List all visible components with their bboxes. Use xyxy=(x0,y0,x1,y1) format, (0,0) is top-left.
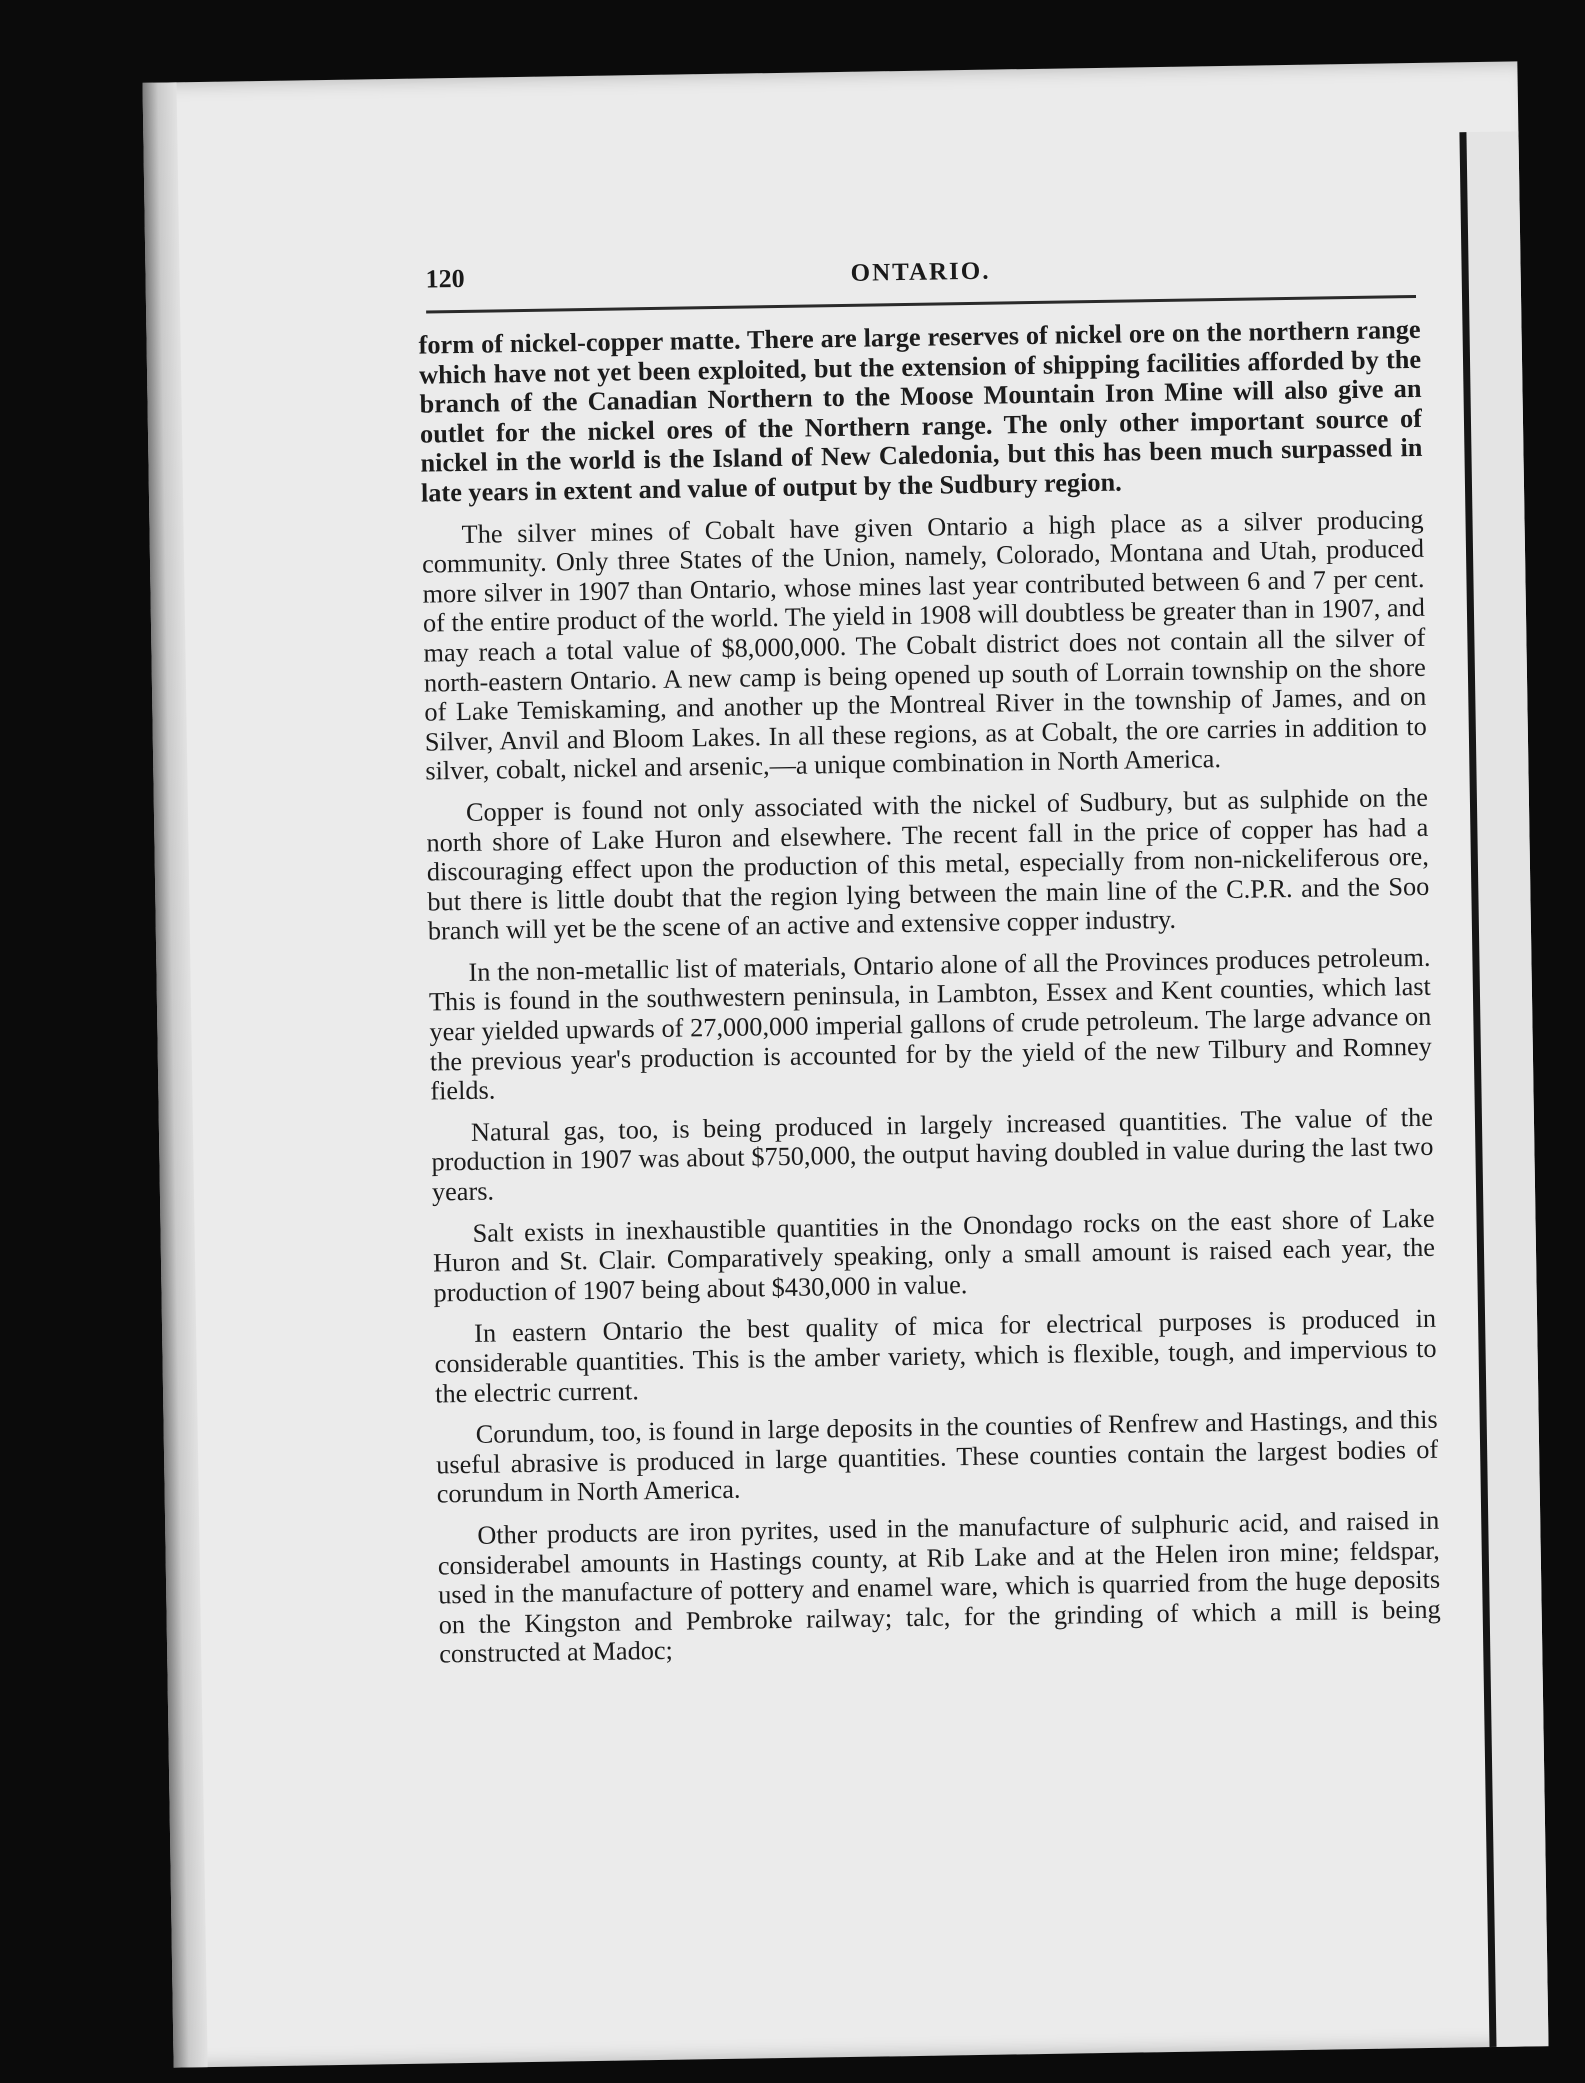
running-head: ONTARIO. xyxy=(850,257,991,287)
paragraph-other-products: Other products are iron pyrites, used in the manufacture of sulphuric acid, and raised in considerabel amounts in Hastings county, at Rib Lake and at the Helen iron mine; feldspar, used in the manufacture of pottery and enamel ware, which is quarried from the huge deposits on the Kingston and Pembroke railway; talc, for the grinding of which a mill is being constructed at Madoc; xyxy=(437,1505,1441,1669)
paragraph-natural-gas: Natural gas, too, is being produced in largely increased quantities. The value of the production in 1907 was about $750,000, the output having doubled in value during the last two years. xyxy=(431,1102,1434,1207)
header-rule xyxy=(426,295,1416,314)
paragraph-petroleum: In the non-metallic list of materials, Ontario alone of all the Provinces produces petroleum. This is found in the southwestern peninsula, in Lambton, Essex and Kent counties, which last year yielded upwards of 27,000,000 imperial gallons of crude petroleum. The large advance on the previous year's production is accounted for by the yield of the new Tilbury and Romney fields. xyxy=(428,942,1433,1106)
paragraph-corundum: Corundum, too, is found in large deposits in the counties of Renfrew and Hastings, and this useful abrasive is produced in large quantities. These counties contain the largest bodies of corundum in North America. xyxy=(436,1404,1439,1509)
book-page xyxy=(142,61,1548,2067)
paragraph-copper: Copper is found not only associated with the nickel of Sudbury, but as sulphide on the north shore of Lake Huron and elsewhere. The recent fall in the price of copper has had a discouraging effect upon the production of this metal, especially from non-nickeliferous ore, but there is little doubt that the region lying between the main line of the C.P.R. and the Soo branch will yet be the scene of an active and extensive copper industry. xyxy=(426,782,1430,946)
body-text xyxy=(418,315,1441,1682)
paragraph-nickel: form of nickel-copper matte. There are large reserves of nickel ore on the northern range which have not yet been exploited, but the extension of shipping facilities afforded by the branch of the Canadian Northern to the Moose Mountain Iron Mine will also give an outlet for the nickel ores of the Northern range. The only other important source of nickel in the world is the Island of New Caledonia, but this has been much surpassed in late years in extent and value of output by the Sudbury region. xyxy=(418,314,1423,508)
paragraph-salt: Salt exists in inexhaustible quantities in the Onondago rocks on the east shore of Lake Huron and St. Clair. Comparatively speaking, only a small amount is raised each year, the production of 1907 being about $430,000 in value. xyxy=(432,1203,1436,1308)
paragraph-mica: In eastern Ontario the best quality of mica for electrical purposes is produced in considerable quantities. This is the amber variety, which is flexible, tough, and impervious to the electric current. xyxy=(434,1304,1437,1409)
paragraph-silver: The silver mines of Cobalt have given Ontario a high place as a silver producing community. Only three States of the Union, namely, Colorado, Montana and Utah, produced more silver in 1907 than Ontario, whose mines last year contributed between 6 and 7 per cent. of the entire product of the world. The yield in 1908 will doubtless be greater than in 1907, and may reach a total value of $8,000,000. The Cobalt district does not contain all the silver of north-eastern Ontario. A new camp is being opened up south of Lorrain township on the shore of Lake Temiskaming, and another up the Montreal River in the township of James, and on Silver, Anvil and Bloom Lakes. In all these regions, as at Cobalt, the ore carries in addition to silver, cobalt, nickel and arsenic,—a unique combination in North America. xyxy=(421,504,1427,786)
page-header xyxy=(425,249,1416,315)
page-number: 120 xyxy=(425,263,465,294)
